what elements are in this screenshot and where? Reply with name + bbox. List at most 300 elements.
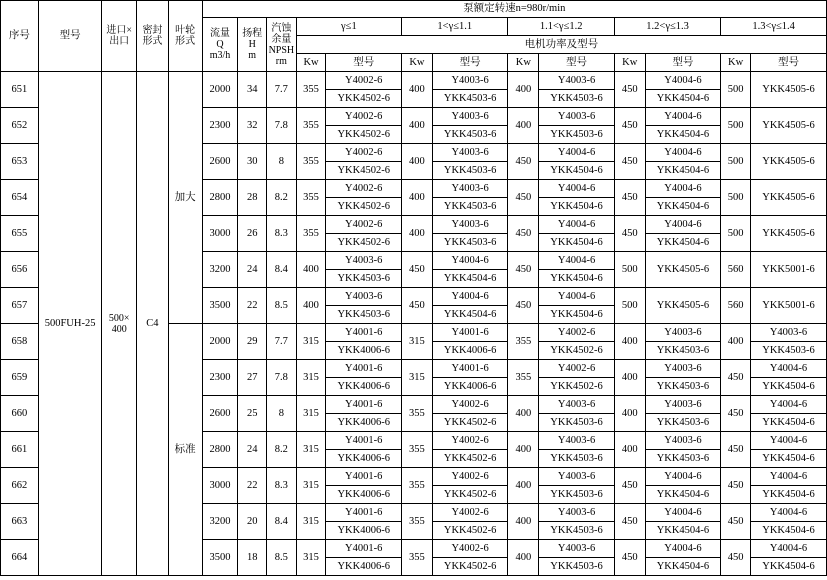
motor-model-cell: Y4001-6 xyxy=(432,324,508,342)
npsh-header-line: NPSH xyxy=(268,44,295,56)
head-cell: 34 xyxy=(238,72,267,108)
motor-header: 电机功率及型号 xyxy=(296,36,826,54)
motor-kw-cell: 355 xyxy=(296,144,326,180)
flow-cell: 2600 xyxy=(202,396,238,432)
npsh-cell: 7.8 xyxy=(267,360,297,396)
motor-kw-cell: 355 xyxy=(296,108,326,144)
motor-model-cell: Y4003-6 xyxy=(539,504,615,522)
inlet-outlet-line: 500× xyxy=(108,312,130,324)
motor-model-cell: Y4001-6 xyxy=(326,540,402,558)
head-cell: 22 xyxy=(238,468,267,504)
motor-model-cell: Y4002-6 xyxy=(326,72,402,90)
motor-model-cell: YKK4502-6 xyxy=(432,450,508,468)
motor-kw-cell: 315 xyxy=(402,360,433,396)
motor-kw-cell: 315 xyxy=(296,396,326,432)
motor-kw-cell: 315 xyxy=(296,540,326,576)
seal-header xyxy=(137,1,169,72)
motor-model-cell: YKK4503-6 xyxy=(326,270,402,288)
motor-kw-cell: 400 xyxy=(402,216,433,252)
head-cell: 25 xyxy=(238,396,267,432)
motor-model-cell: YKK4504-6 xyxy=(645,234,721,252)
motor-model-cell: Y4004-6 xyxy=(750,468,826,486)
motor-model-cell: YKK4503-6 xyxy=(326,306,402,324)
seq-cell: 657 xyxy=(1,288,39,324)
motor-model-cell: YKK4504-6 xyxy=(539,162,615,180)
head-cell: 26 xyxy=(238,216,267,252)
npsh-header-line: 汽蚀 xyxy=(271,22,292,34)
motor-model-cell: Y4001-6 xyxy=(326,396,402,414)
seq-cell: 655 xyxy=(1,216,39,252)
motor-model-cell: Y4004-6 xyxy=(645,504,721,522)
motor-kw-cell: 450 xyxy=(721,468,751,504)
head-cell: 22 xyxy=(238,288,267,324)
motor-kw-cell: 400 xyxy=(296,252,326,288)
impeller-header-line: 叶轮 xyxy=(175,25,196,36)
flow-cell: 3200 xyxy=(202,252,238,288)
npsh-cell: 8.3 xyxy=(267,216,297,252)
motor-kw-cell: 450 xyxy=(614,468,645,504)
motor-model-cell: YKK4504-6 xyxy=(539,234,615,252)
motor-kw-cell: 450 xyxy=(614,504,645,540)
motor-model-cell: Y4001-6 xyxy=(326,432,402,450)
motor-kw-cell: 400 xyxy=(508,396,539,432)
seq-header: 序号 xyxy=(1,1,39,72)
motor-model-cell: YKK4504-6 xyxy=(750,522,826,540)
motor-model-cell: YKK4502-6 xyxy=(326,162,402,180)
motor-model-cell: Y4002-6 xyxy=(326,216,402,234)
head-header-line: m xyxy=(248,50,257,61)
motor-model-cell: YKK4502-6 xyxy=(539,342,615,360)
npsh-header xyxy=(267,18,297,72)
gamma-range-header: γ≤1 xyxy=(296,18,401,36)
motor-model-header: 型号 xyxy=(432,54,508,72)
motor-model-cell: YKK4503-6 xyxy=(539,522,615,540)
seq-cell: 663 xyxy=(1,504,39,540)
motor-model-cell: Y4003-6 xyxy=(645,360,721,378)
impeller-type-cell: 标准 xyxy=(168,324,202,576)
motor-model-cell: Y4004-6 xyxy=(750,360,826,378)
npsh-cell: 8.4 xyxy=(267,252,297,288)
motor-model-cell: Y4002-6 xyxy=(326,108,402,126)
motor-model-cell: Y4004-6 xyxy=(645,216,721,234)
motor-kw-cell: 315 xyxy=(402,324,433,360)
motor-model-cell: Y4004-6 xyxy=(432,252,508,270)
motor-model-cell: Y4003-6 xyxy=(432,72,508,90)
motor-kw-cell: 400 xyxy=(614,432,645,468)
motor-model-header: 型号 xyxy=(645,54,721,72)
motor-kw-cell: 400 xyxy=(402,180,433,216)
flow-cell: 2800 xyxy=(202,432,238,468)
motor-model-cell: YKK4503-6 xyxy=(432,234,508,252)
motor-model-cell: Y4003-6 xyxy=(432,216,508,234)
motor-model-cell: Y4004-6 xyxy=(750,540,826,558)
motor-model-cell: YKK4503-6 xyxy=(645,378,721,396)
motor-kw-cell: 560 xyxy=(721,252,751,288)
motor-model-cell: YKK4503-6 xyxy=(432,162,508,180)
motor-kw-cell: 400 xyxy=(508,72,539,108)
motor-kw-cell: 450 xyxy=(508,180,539,216)
motor-kw-cell: 450 xyxy=(614,72,645,108)
motor-model-cell: YKK4502-6 xyxy=(432,558,508,576)
kw-header: Kw xyxy=(402,54,433,72)
head-cell: 20 xyxy=(238,504,267,540)
inlet-outlet-line: 400 xyxy=(111,323,127,335)
motor-kw-cell: 500 xyxy=(721,108,751,144)
head-cell: 28 xyxy=(238,180,267,216)
motor-model-cell: YKK4504-6 xyxy=(750,414,826,432)
motor-model-cell: Y4003-6 xyxy=(432,180,508,198)
motor-model-header: 型号 xyxy=(326,54,402,72)
motor-model-cell: Y4003-6 xyxy=(645,432,721,450)
motor-model-cell: YKK4504-6 xyxy=(750,378,826,396)
flow-cell: 3200 xyxy=(202,504,238,540)
table-row xyxy=(1,72,827,90)
pump-model-cell: 500FUH-25 xyxy=(38,72,101,576)
motor-model-cell: YKK4502-6 xyxy=(326,126,402,144)
head-cell: 32 xyxy=(238,108,267,144)
motor-model-cell: YKK4504-6 xyxy=(432,306,508,324)
motor-model-cell: YKK4502-6 xyxy=(326,234,402,252)
seal-header-line: 密封 xyxy=(142,25,163,36)
motor-model-cell: YKK4504-6 xyxy=(432,270,508,288)
motor-kw-cell: 355 xyxy=(296,72,326,108)
motor-kw-cell: 355 xyxy=(508,324,539,360)
motor-model-cell: Y4003-6 xyxy=(539,468,615,486)
motor-kw-cell: 400 xyxy=(614,396,645,432)
motor-kw-cell: 500 xyxy=(721,72,751,108)
head-cell: 30 xyxy=(238,144,267,180)
motor-kw-cell: 450 xyxy=(402,288,433,324)
motor-kw-cell: 400 xyxy=(402,108,433,144)
motor-model-cell: YKK4503-6 xyxy=(539,486,615,504)
motor-kw-cell: 315 xyxy=(296,360,326,396)
motor-kw-cell: 400 xyxy=(721,324,751,360)
motor-model-cell: YKK4505-6 xyxy=(750,216,826,252)
seq-cell: 652 xyxy=(1,108,39,144)
motor-model-cell: Y4003-6 xyxy=(432,108,508,126)
motor-kw-cell: 500 xyxy=(614,252,645,288)
head-header-line: 扬程 xyxy=(242,28,263,39)
motor-kw-cell: 400 xyxy=(508,108,539,144)
seq-cell: 656 xyxy=(1,252,39,288)
motor-model-cell: Y4002-6 xyxy=(432,432,508,450)
motor-kw-cell: 450 xyxy=(508,252,539,288)
motor-model-cell: YKK4503-6 xyxy=(539,450,615,468)
flow-header-line: m3/h xyxy=(209,50,231,61)
motor-model-cell: YKK4502-6 xyxy=(326,90,402,108)
motor-kw-cell: 450 xyxy=(721,396,751,432)
motor-model-cell: YKK5001-6 xyxy=(750,252,826,288)
motor-model-cell: YKK4503-6 xyxy=(539,126,615,144)
npsh-cell: 8.2 xyxy=(267,180,297,216)
head-cell: 24 xyxy=(238,252,267,288)
motor-model-cell: Y4003-6 xyxy=(326,252,402,270)
motor-model-cell: Y4003-6 xyxy=(326,288,402,306)
motor-model-cell: YKK4006-6 xyxy=(326,558,402,576)
motor-kw-cell: 500 xyxy=(614,288,645,324)
motor-model-cell: YKK4504-6 xyxy=(645,522,721,540)
kw-header: Kw xyxy=(614,54,645,72)
head-header-line: H xyxy=(248,39,256,50)
motor-model-cell: YKK4006-6 xyxy=(326,486,402,504)
motor-model-cell: Y4003-6 xyxy=(539,72,615,90)
motor-model-cell: Y4002-6 xyxy=(432,504,508,522)
motor-model-cell: YKK4504-6 xyxy=(645,90,721,108)
motor-model-cell: Y4003-6 xyxy=(539,396,615,414)
inlet-outlet-cell xyxy=(102,72,137,576)
motor-kw-cell: 400 xyxy=(508,504,539,540)
motor-model-cell: YKK4504-6 xyxy=(539,306,615,324)
flow-cell: 2300 xyxy=(202,108,238,144)
flow-header-line: Q xyxy=(216,39,224,50)
flow-cell: 3000 xyxy=(202,468,238,504)
motor-kw-cell: 355 xyxy=(402,504,433,540)
motor-model-cell: Y4001-6 xyxy=(326,468,402,486)
motor-model-cell: Y4004-6 xyxy=(645,540,721,558)
npsh-cell: 8 xyxy=(267,144,297,180)
motor-model-cell: YKK4502-6 xyxy=(432,522,508,540)
motor-kw-cell: 450 xyxy=(508,288,539,324)
model-header: 型号 xyxy=(38,1,101,72)
motor-model-cell: Y4004-6 xyxy=(432,288,508,306)
motor-kw-cell: 355 xyxy=(402,540,433,576)
gamma-range-header: 1<γ≤1.1 xyxy=(402,18,508,36)
flow-cell: 2800 xyxy=(202,180,238,216)
motor-model-cell: YKK4503-6 xyxy=(645,414,721,432)
motor-model-cell: YKK4006-6 xyxy=(326,378,402,396)
motor-model-cell: Y4004-6 xyxy=(645,180,721,198)
motor-model-cell: YKK4006-6 xyxy=(326,522,402,540)
motor-kw-cell: 450 xyxy=(721,432,751,468)
gamma-range-header: 1.3<γ≤1.4 xyxy=(721,18,827,36)
motor-kw-cell: 450 xyxy=(614,180,645,216)
kw-header: Kw xyxy=(296,54,326,72)
motor-kw-cell: 450 xyxy=(402,252,433,288)
motor-model-cell: Y4003-6 xyxy=(539,540,615,558)
motor-model-cell: Y4003-6 xyxy=(750,324,826,342)
head-cell: 27 xyxy=(238,360,267,396)
motor-kw-cell: 400 xyxy=(402,72,433,108)
seq-cell: 653 xyxy=(1,144,39,180)
gamma-range-header: 1.1<γ≤1.2 xyxy=(508,18,614,36)
flow-cell: 3500 xyxy=(202,288,238,324)
seq-cell: 658 xyxy=(1,324,39,360)
motor-model-cell: YKK4504-6 xyxy=(645,162,721,180)
kw-header: Kw xyxy=(721,54,751,72)
motor-model-cell: Y4004-6 xyxy=(645,144,721,162)
npsh-header-line: rm xyxy=(275,55,287,67)
flow-cell: 2000 xyxy=(202,324,238,360)
motor-model-cell: Y4002-6 xyxy=(326,180,402,198)
motor-model-cell: Y4002-6 xyxy=(326,144,402,162)
seal-type-cell: C4 xyxy=(137,72,169,576)
motor-kw-cell: 355 xyxy=(296,180,326,216)
motor-model-cell: YKK4503-6 xyxy=(432,126,508,144)
motor-model-cell: Y4001-6 xyxy=(326,504,402,522)
motor-model-cell: Y4004-6 xyxy=(645,72,721,90)
head-cell: 18 xyxy=(238,540,267,576)
motor-model-cell: Y4002-6 xyxy=(432,396,508,414)
motor-model-cell: Y4003-6 xyxy=(432,144,508,162)
motor-kw-cell: 450 xyxy=(721,360,751,396)
seq-cell: 654 xyxy=(1,180,39,216)
motor-model-cell: Y4002-6 xyxy=(432,540,508,558)
motor-model-cell: YKK4504-6 xyxy=(645,558,721,576)
seq-cell: 651 xyxy=(1,72,39,108)
motor-kw-cell: 450 xyxy=(614,144,645,180)
npsh-cell: 8.3 xyxy=(267,468,297,504)
motor-kw-cell: 450 xyxy=(614,216,645,252)
motor-model-cell: Y4003-6 xyxy=(645,396,721,414)
motor-model-cell: Y4003-6 xyxy=(645,324,721,342)
motor-model-cell: YKK4503-6 xyxy=(645,342,721,360)
impeller-header xyxy=(168,1,202,72)
impeller-header-line: 形式 xyxy=(175,36,196,47)
motor-model-cell: YKK4006-6 xyxy=(326,342,402,360)
seq-cell: 664 xyxy=(1,540,39,576)
motor-model-cell: YKK4006-6 xyxy=(326,414,402,432)
npsh-cell: 7.7 xyxy=(267,72,297,108)
motor-model-cell: YKK5001-6 xyxy=(750,288,826,324)
inlet-outlet-header-line: 进口× xyxy=(106,25,132,36)
motor-model-cell: YKK4502-6 xyxy=(539,378,615,396)
motor-model-cell: YKK4503-6 xyxy=(750,342,826,360)
gamma-range-header: 1.2<γ≤1.3 xyxy=(614,18,720,36)
motor-model-cell: Y4004-6 xyxy=(750,504,826,522)
motor-kw-cell: 400 xyxy=(614,324,645,360)
head-header xyxy=(238,18,267,72)
motor-model-cell: YKK4505-6 xyxy=(645,252,721,288)
motor-model-header: 型号 xyxy=(750,54,826,72)
motor-model-cell: YKK4505-6 xyxy=(750,180,826,216)
seq-cell: 661 xyxy=(1,432,39,468)
motor-kw-cell: 500 xyxy=(721,144,751,180)
motor-model-cell: YKK4006-6 xyxy=(432,342,508,360)
motor-model-cell: YKK4502-6 xyxy=(432,486,508,504)
motor-kw-cell: 355 xyxy=(508,360,539,396)
motor-kw-cell: 400 xyxy=(402,144,433,180)
motor-kw-cell: 450 xyxy=(721,504,751,540)
npsh-cell: 8 xyxy=(267,396,297,432)
flow-header-line: 流量 xyxy=(209,28,230,39)
impeller-type-cell: 加大 xyxy=(168,72,202,324)
motor-model-cell: Y4004-6 xyxy=(539,216,615,234)
motor-model-cell: Y4003-6 xyxy=(539,108,615,126)
motor-model-cell: YKK4503-6 xyxy=(539,414,615,432)
motor-model-cell: YKK4504-6 xyxy=(645,126,721,144)
motor-model-cell: YKK4504-6 xyxy=(539,270,615,288)
motor-model-cell: Y4004-6 xyxy=(539,252,615,270)
motor-kw-cell: 400 xyxy=(296,288,326,324)
motor-model-cell: YKK4504-6 xyxy=(750,450,826,468)
seq-cell: 662 xyxy=(1,468,39,504)
motor-kw-cell: 500 xyxy=(721,180,751,216)
motor-kw-cell: 355 xyxy=(296,216,326,252)
flow-cell: 2000 xyxy=(202,72,238,108)
motor-kw-cell: 315 xyxy=(296,468,326,504)
motor-model-cell: YKK4505-6 xyxy=(645,288,721,324)
motor-model-cell: YKK4006-6 xyxy=(432,378,508,396)
head-cell: 24 xyxy=(238,432,267,468)
head-cell: 29 xyxy=(238,324,267,360)
motor-model-cell: YKK4503-6 xyxy=(539,558,615,576)
motor-kw-cell: 400 xyxy=(508,468,539,504)
motor-kw-cell: 450 xyxy=(614,540,645,576)
motor-kw-cell: 355 xyxy=(402,468,433,504)
motor-model-cell: Y4003-6 xyxy=(539,432,615,450)
motor-model-cell: Y4002-6 xyxy=(432,468,508,486)
motor-model-cell: Y4001-6 xyxy=(432,360,508,378)
motor-model-cell: Y4001-6 xyxy=(326,360,402,378)
motor-kw-cell: 450 xyxy=(614,108,645,144)
motor-kw-cell: 355 xyxy=(402,396,433,432)
motor-kw-cell: 315 xyxy=(296,432,326,468)
motor-model-cell: YKK4503-6 xyxy=(432,198,508,216)
motor-kw-cell: 450 xyxy=(508,144,539,180)
motor-kw-cell: 315 xyxy=(296,504,326,540)
motor-model-cell: Y4004-6 xyxy=(645,108,721,126)
motor-model-cell: YKK4502-6 xyxy=(432,414,508,432)
motor-model-cell: YKK4504-6 xyxy=(645,198,721,216)
motor-model-cell: YKK4503-6 xyxy=(539,90,615,108)
motor-model-cell: YKK4503-6 xyxy=(645,450,721,468)
motor-model-header: 型号 xyxy=(539,54,615,72)
seq-cell: 660 xyxy=(1,396,39,432)
motor-model-cell: YKK4502-6 xyxy=(326,198,402,216)
motor-kw-cell: 355 xyxy=(402,432,433,468)
npsh-cell: 8.4 xyxy=(267,504,297,540)
motor-model-cell: Y4004-6 xyxy=(539,180,615,198)
motor-model-cell: Y4004-6 xyxy=(750,432,826,450)
motor-model-cell: Y4004-6 xyxy=(539,288,615,306)
flow-cell: 3500 xyxy=(202,540,238,576)
motor-kw-cell: 315 xyxy=(296,324,326,360)
motor-kw-cell: 400 xyxy=(614,360,645,396)
motor-model-cell: YKK4504-6 xyxy=(750,486,826,504)
flow-cell: 3000 xyxy=(202,216,238,252)
flow-cell: 2300 xyxy=(202,360,238,396)
kw-header: Kw xyxy=(508,54,539,72)
motor-model-cell: Y4004-6 xyxy=(539,144,615,162)
motor-model-cell: YKK4503-6 xyxy=(432,90,508,108)
motor-model-cell: YKK4504-6 xyxy=(539,198,615,216)
motor-kw-cell: 500 xyxy=(721,216,751,252)
motor-model-cell: YKK4505-6 xyxy=(750,144,826,180)
npsh-header-line: 余量 xyxy=(271,33,292,45)
motor-model-cell: Y4004-6 xyxy=(750,396,826,414)
inlet-outlet-header-line: 出口 xyxy=(109,36,130,47)
npsh-cell: 8.5 xyxy=(267,540,297,576)
inlet-outlet-header xyxy=(102,1,137,72)
motor-model-cell: YKK4505-6 xyxy=(750,72,826,108)
npsh-cell: 7.8 xyxy=(267,108,297,144)
seal-header-line: 形式 xyxy=(142,36,163,47)
motor-model-cell: Y4002-6 xyxy=(539,324,615,342)
motor-kw-cell: 450 xyxy=(508,216,539,252)
motor-kw-cell: 560 xyxy=(721,288,751,324)
npsh-cell: 8.5 xyxy=(267,288,297,324)
motor-model-cell: Y4004-6 xyxy=(645,468,721,486)
flow-header xyxy=(202,18,238,72)
seq-cell: 659 xyxy=(1,360,39,396)
motor-kw-cell: 400 xyxy=(508,540,539,576)
npsh-cell: 8.2 xyxy=(267,432,297,468)
motor-model-cell: YKK4504-6 xyxy=(645,486,721,504)
motor-model-cell: YKK4504-6 xyxy=(750,558,826,576)
motor-model-cell: YKK4505-6 xyxy=(750,108,826,144)
motor-model-cell: Y4001-6 xyxy=(326,324,402,342)
pump-speed-header: 泵额定转速n=980r/min xyxy=(202,1,826,18)
